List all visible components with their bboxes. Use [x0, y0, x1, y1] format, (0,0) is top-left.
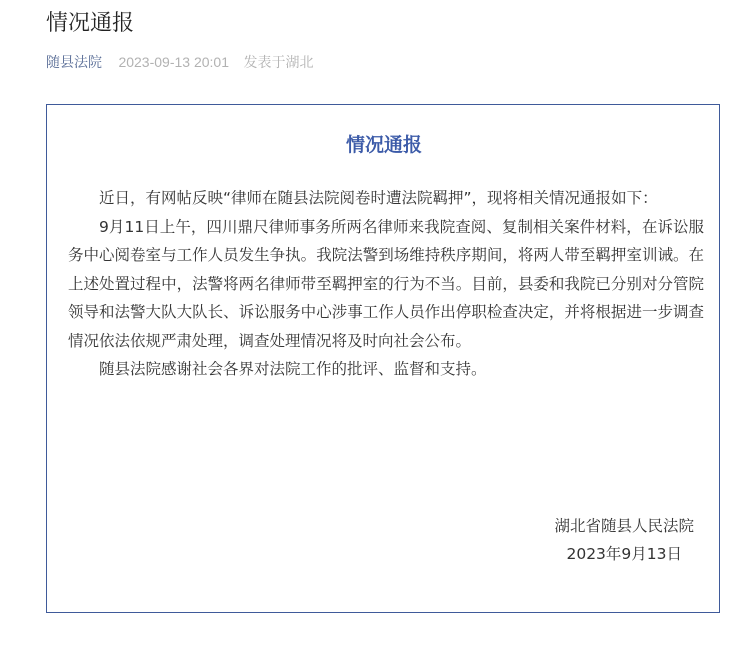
article-title: 情况通报 — [46, 11, 135, 36]
notice-heading: 情况通报 — [345, 134, 422, 156]
signature-date: 2023年9月13日 — [566, 545, 682, 563]
notice-paragraph: 随县法院感谢社会各界对法院工作的批评、监督和支持。 — [99, 360, 487, 378]
signature-organization: 湖北省随县人民法院 — [554, 517, 694, 535]
publish-location: 发表于湖北 — [243, 55, 314, 71]
notice-paragraph: 9月11日上午，四川鼎尺律师事务所两名律师来我院查阅、复制相关案件材料，在诉讼服务中心阅卷室与工作人员发生争执。我院法警到场维持秩序期间，将两人带至羁押室训诫。在上述处置过程中，法警将两名律师带至羁押室的行为不当。目前，县委和我院已分别对分管院领导和法警大队大队长、诉讼服务中心涉事工作人员作出停职检查决定，并将根据进一步调查情况依法依规严肃处理，调查处理情况将及时向社会公布。 — [68, 217, 704, 350]
notice-signature — [554, 512, 694, 568]
notice-body — [68, 184, 704, 384]
notice-paragraph: 近日，有网帖反映“律师在随县法院阅卷时遭法院羁押”，现将相关情况通报如下： — [99, 189, 658, 207]
publish-time: 2023-09-13 20:01 — [118, 54, 229, 70]
article-meta — [46, 52, 313, 73]
account-name-link[interactable]: 随县法院 — [46, 55, 102, 71]
